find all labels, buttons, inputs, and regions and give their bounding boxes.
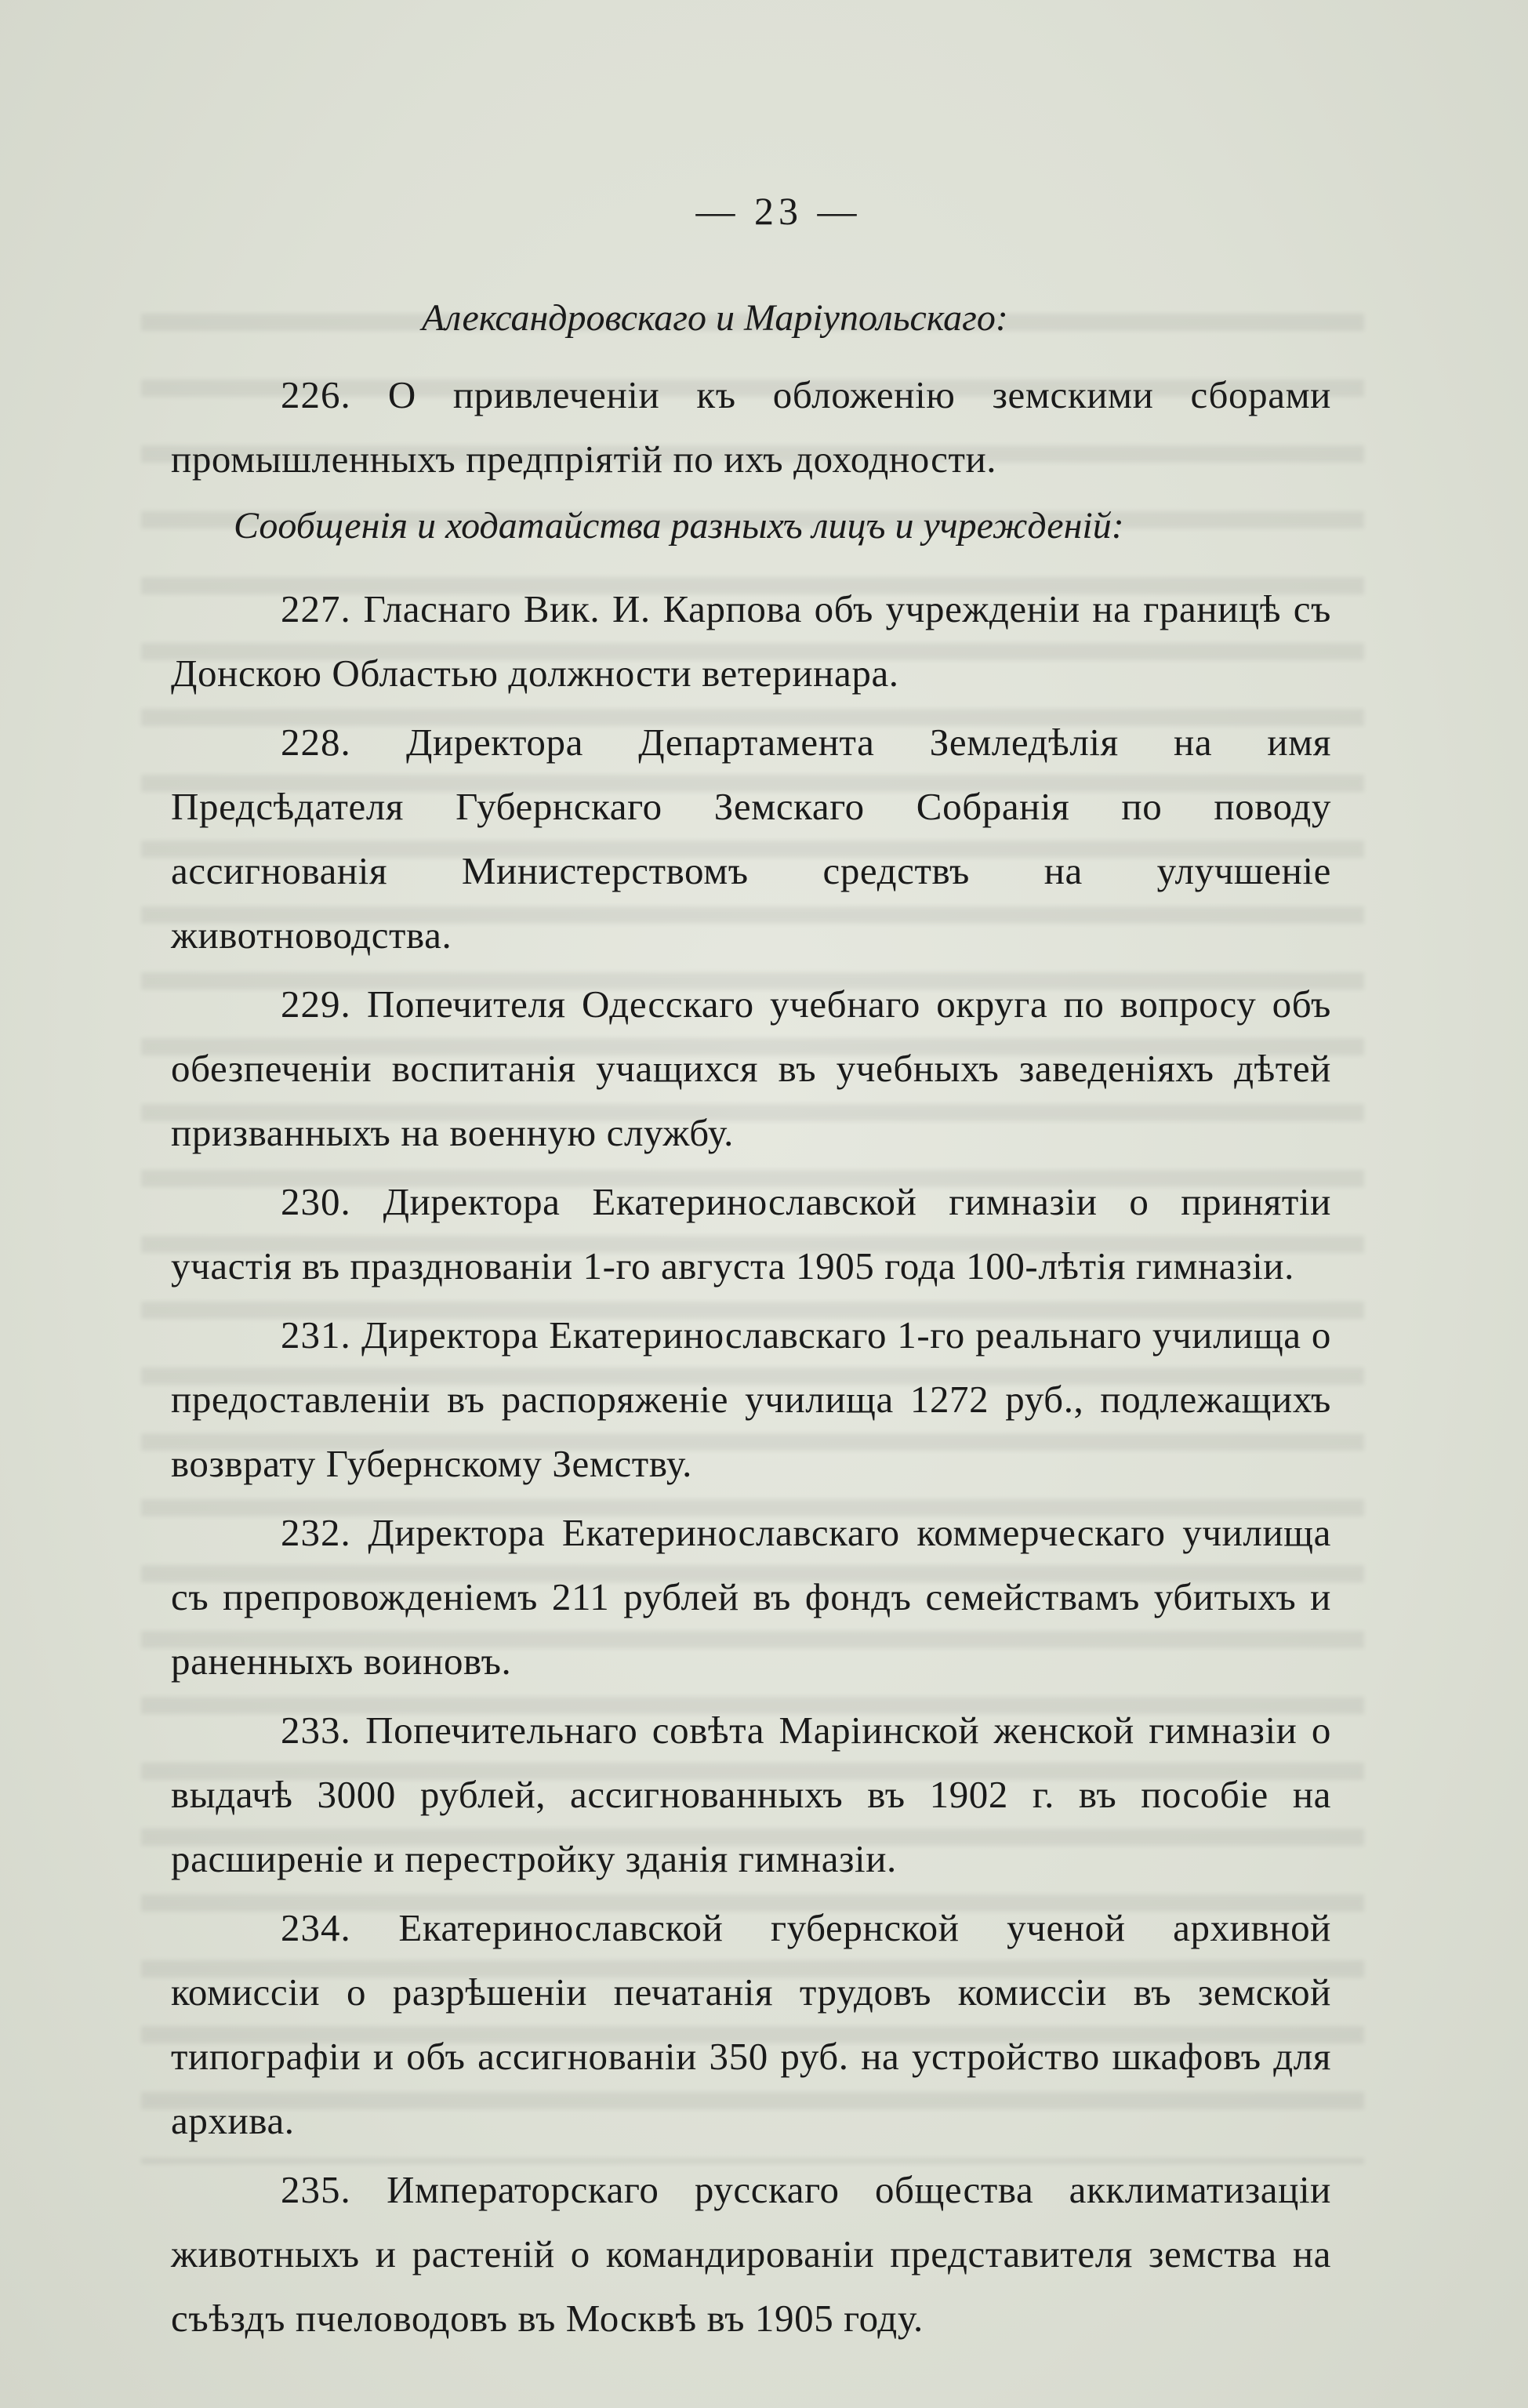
item-number: 235. (281, 2168, 351, 2211)
item-number: 232. (281, 1511, 351, 1554)
item-text: Директора Екатеринославской гимназіи о принятіи участія въ празднованіи 1-го августа 1905 года 100-лѣтія гимназіи. (171, 1180, 1331, 1288)
item-233 (171, 1698, 1331, 1891)
item-227 (171, 577, 1331, 706)
item-text: Директора Екатеринославскаго коммерческаго училища съ препровожденіемъ 211 рублей въ фондъ семействамъ убитыхъ и раненныхъ воиновъ. (171, 1511, 1331, 1683)
item-text: Директора Департамента Земледѣлія на имя Предсѣдателя Губернскаго Земскаго Собранія по поводу ассигнованія Министерствомъ средствъ на улучшеніе животноводства. (171, 721, 1331, 957)
item-number: 227. (281, 587, 351, 630)
item-228 (171, 710, 1331, 968)
item-text: Императорскаго русскаго общества акклиматизаціи животныхъ и растеній о командированіи представителя земства на съѣздъ пчеловодовъ въ Москвѣ въ 1905 году. (171, 2168, 1331, 2340)
item-235 (171, 2158, 1331, 2351)
item-number: 234. (281, 1906, 351, 1949)
item-232 (171, 1501, 1331, 1694)
section-heading-aleksandrovsk: Александровскаго и Маріупольскаго: (422, 297, 1008, 339)
item-226 (171, 363, 1331, 492)
item-number: 231. (281, 1313, 351, 1357)
item-text: Попечителя Одесскаго учебнаго округа по вопросу объ обезпеченіи воспитанія учащихся въ учебныхъ заведеніяхъ дѣтей призванныхъ на военную службу. (171, 982, 1331, 1154)
page-number: — 23 — (695, 189, 862, 233)
item-number: 228. (281, 721, 351, 764)
item-number: 229. (281, 982, 351, 1026)
item-234 (171, 1896, 1331, 2153)
item-230 (171, 1170, 1331, 1298)
item-229 (171, 972, 1331, 1165)
item-text: Гласнаго Вик. И. Карпова объ учрежденіи на границѣ съ Донскою Областью должности ветеринара. (171, 587, 1331, 695)
item-number: 226. (281, 373, 351, 416)
item-231 (171, 1303, 1331, 1496)
item-text: О привлеченіи къ обложенію земскими сборами промышленныхъ предпріятій по ихъ доходности. (171, 373, 1331, 481)
item-text: Директора Екатеринославскаго 1-го реальнаго училища о предоставленіи въ распоряженіе училища 1272 руб., подлежащихъ возврату Губернскому Земству. (171, 1313, 1331, 1485)
item-text: Попечительнаго совѣта Маріинской женской гимназіи о выдачѣ 3000 рублей, ассигнованныхъ въ 1902 г. въ пособіе на расширеніе и перестройку зданія гимназіи. (171, 1709, 1331, 1880)
section-heading-petitions: Сообщенія и ходатайства разныхъ лицъ и учрежденій: (234, 505, 1124, 547)
item-number: 230. (281, 1180, 351, 1223)
item-text: Екатеринославской губернской ученой архивной комиссіи о разрѣшеніи печатанія трудовъ комиссіи въ земской типографіи и объ ассигнованіи 350 руб. на устройство шкафовъ для архива. (171, 1906, 1331, 2142)
page-content (171, 188, 1331, 2355)
item-number: 233. (281, 1709, 351, 1752)
